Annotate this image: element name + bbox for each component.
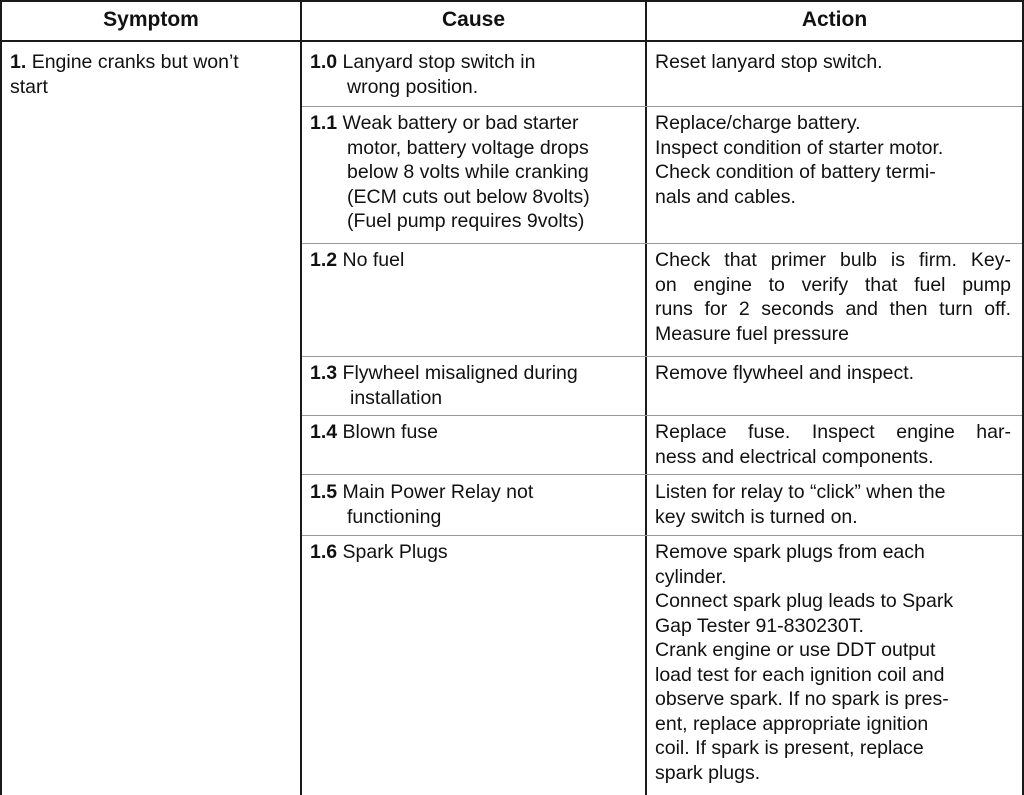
action-text-line: nals and cables. <box>655 185 796 208</box>
action-text-line: Measure fuel pressure <box>655 322 850 345</box>
cause-text-line: below 8 volts while cranking <box>347 161 589 183</box>
action-cell <box>655 540 1011 785</box>
cause-cell <box>310 480 640 529</box>
symptom-text-cont: start <box>10 75 48 98</box>
action-text-line: Gap Tester 91-830230T. <box>655 614 864 637</box>
action-cell <box>655 248 1011 346</box>
action-cell <box>655 50 1011 75</box>
action-text-line: Connect spark plug leads to Spark <box>655 590 954 612</box>
action-text-line: Replace fuse. Inspect engine har- <box>655 421 1011 443</box>
action-text-line: Reset lanyard stop switch. <box>655 51 883 73</box>
cause-number: 1.1 <box>310 112 338 134</box>
action-text-line: Check condition of battery termi- <box>655 161 936 183</box>
action-cell <box>655 420 1011 469</box>
action-cell <box>655 111 1011 209</box>
cause-number: 1.5 <box>310 481 338 503</box>
cause-text-line: (ECM cuts out below 8volts) <box>347 185 590 208</box>
cause-text: Main Power Relay not <box>342 481 534 503</box>
action-cell <box>655 480 1011 529</box>
header-action: Action <box>801 8 868 31</box>
cause-number: 1.0 <box>310 51 338 73</box>
action-text-line: cylinder. <box>655 565 727 588</box>
action-text-line: spark plugs. <box>655 761 761 784</box>
action-text-line: Replace/charge battery. <box>655 112 861 134</box>
action-text-line: ness and electrical components. <box>655 445 934 468</box>
symptom-cell <box>10 50 295 99</box>
action-cell <box>655 361 1011 386</box>
cause-text-line: motor, battery voltage drops <box>347 136 589 159</box>
action-text-line: Check that primer bulb is firm. Key- <box>655 249 1011 271</box>
left-border <box>0 0 2 795</box>
cause-text: Blown fuse <box>342 421 438 443</box>
cause-text-line: (Fuel pump requires 9volts) <box>347 210 585 232</box>
action-text-line: runs for 2 seconds and then turn off. <box>655 298 1011 320</box>
row-divider <box>302 243 1022 244</box>
cause-cell <box>310 111 640 234</box>
row-divider <box>302 106 1022 107</box>
action-text-line: on engine to verify that fuel pump <box>655 273 1011 296</box>
header-cause: Cause <box>441 8 506 31</box>
cause-cell <box>310 50 640 99</box>
action-text-line: Remove spark plugs from each <box>655 541 925 563</box>
cause-text: Lanyard stop switch in <box>342 51 536 73</box>
cause-text-line: functioning <box>347 505 442 528</box>
cause-text: No fuel <box>342 249 405 271</box>
action-text-line: Inspect condition of starter motor. <box>655 136 944 159</box>
row-divider <box>302 474 1022 475</box>
cause-number: 1.3 <box>310 362 338 384</box>
action-text-line: ent, replace appropriate ignition <box>655 712 929 735</box>
cause-number: 1.4 <box>310 421 338 443</box>
column-divider-2 <box>645 0 647 795</box>
header-bottom-border <box>0 40 1024 42</box>
cause-text: Spark Plugs <box>342 541 448 563</box>
action-text-line: load test for each ignition coil and <box>655 663 945 686</box>
cause-cell <box>310 420 640 445</box>
cause-number: 1.6 <box>310 541 338 563</box>
cause-text: Weak battery or bad starter <box>342 112 579 134</box>
cause-text: Flywheel misaligned during <box>342 362 578 384</box>
action-text-line: coil. If spark is present, replace <box>655 737 924 759</box>
cause-number: 1.2 <box>310 249 338 271</box>
action-text-line: observe spark. If no spark is pres- <box>655 688 949 710</box>
symptom-number: 1. <box>10 51 27 73</box>
row-divider <box>302 415 1022 416</box>
action-text-line: Listen for relay to “click” when the <box>655 481 946 503</box>
cause-text-line: wrong position. <box>347 75 479 98</box>
action-text-line: Remove flywheel and inspect. <box>655 362 915 384</box>
symptom-text: Engine cranks but won’t <box>31 51 239 73</box>
column-divider-1 <box>300 0 302 795</box>
action-text-line: Crank engine or use DDT output <box>655 639 936 661</box>
cause-cell <box>310 361 640 410</box>
cause-cell <box>310 540 640 565</box>
cause-text-line: installation <box>350 386 443 409</box>
row-divider <box>302 535 1022 536</box>
header-symptom: Symptom <box>103 8 199 31</box>
action-text-line: key switch is turned on. <box>655 505 858 528</box>
row-divider <box>302 356 1022 357</box>
cause-cell <box>310 248 640 273</box>
